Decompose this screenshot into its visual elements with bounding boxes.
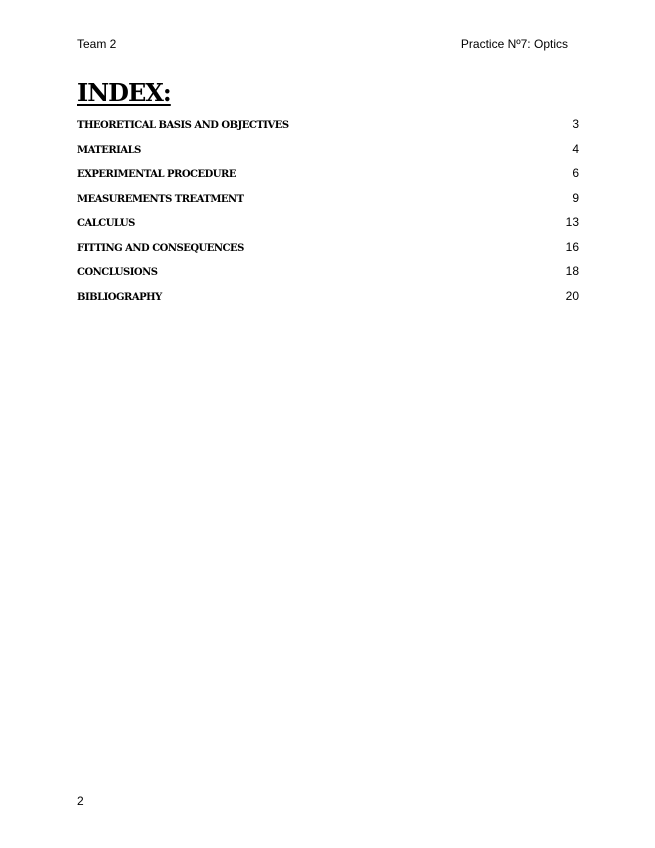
toc-entry-page: 18 <box>565 264 579 278</box>
toc-entry-page: 4 <box>572 141 579 156</box>
toc-entry-page: 9 <box>572 190 579 205</box>
toc-entry-label: FITTING AND CONSEQUENCES <box>77 242 244 254</box>
index-title: INDEX: <box>77 78 171 107</box>
toc-entry-label: THEORETICAL BASIS AND OBJECTIVES <box>77 120 289 131</box>
toc-entry-page: 20 <box>565 288 579 303</box>
toc-entry-materials[interactable] <box>77 142 579 167</box>
toc-entry-page: 16 <box>565 239 579 254</box>
toc-entry-fitting-and-consequences[interactable] <box>77 240 579 265</box>
toc-entry-label: CALCULUS <box>77 218 135 229</box>
footer-page-number: 2 <box>77 794 84 808</box>
toc-entry-conclusions[interactable] <box>77 264 579 289</box>
toc-entry-label: EXPERIMENTAL PROCEDURE <box>77 169 236 180</box>
toc-entry-theoretical-basis[interactable] <box>77 117 579 142</box>
toc-entry-label: BIBLIOGRAPHY <box>77 291 162 303</box>
toc-entry-calculus[interactable] <box>77 215 579 240</box>
toc-entry-page: 13 <box>565 215 579 229</box>
toc-entry-experimental-procedure[interactable] <box>77 166 579 191</box>
toc-entry-page: 6 <box>572 166 579 180</box>
header-team-label: Team 2 <box>77 37 117 51</box>
toc-entry-page: 3 <box>572 117 579 131</box>
toc-entry-label: MATERIALS <box>77 144 141 156</box>
toc-entry-label: MEASUREMENTS TREATMENT <box>77 193 244 205</box>
toc-entry-label: CONCLUSIONS <box>77 267 158 278</box>
header-practice-title: Practice Nº7: Optics <box>460 37 568 51</box>
toc-entry-measurements-treatment[interactable] <box>77 191 579 216</box>
table-of-contents <box>77 117 579 313</box>
toc-entry-bibliography[interactable] <box>77 289 579 314</box>
